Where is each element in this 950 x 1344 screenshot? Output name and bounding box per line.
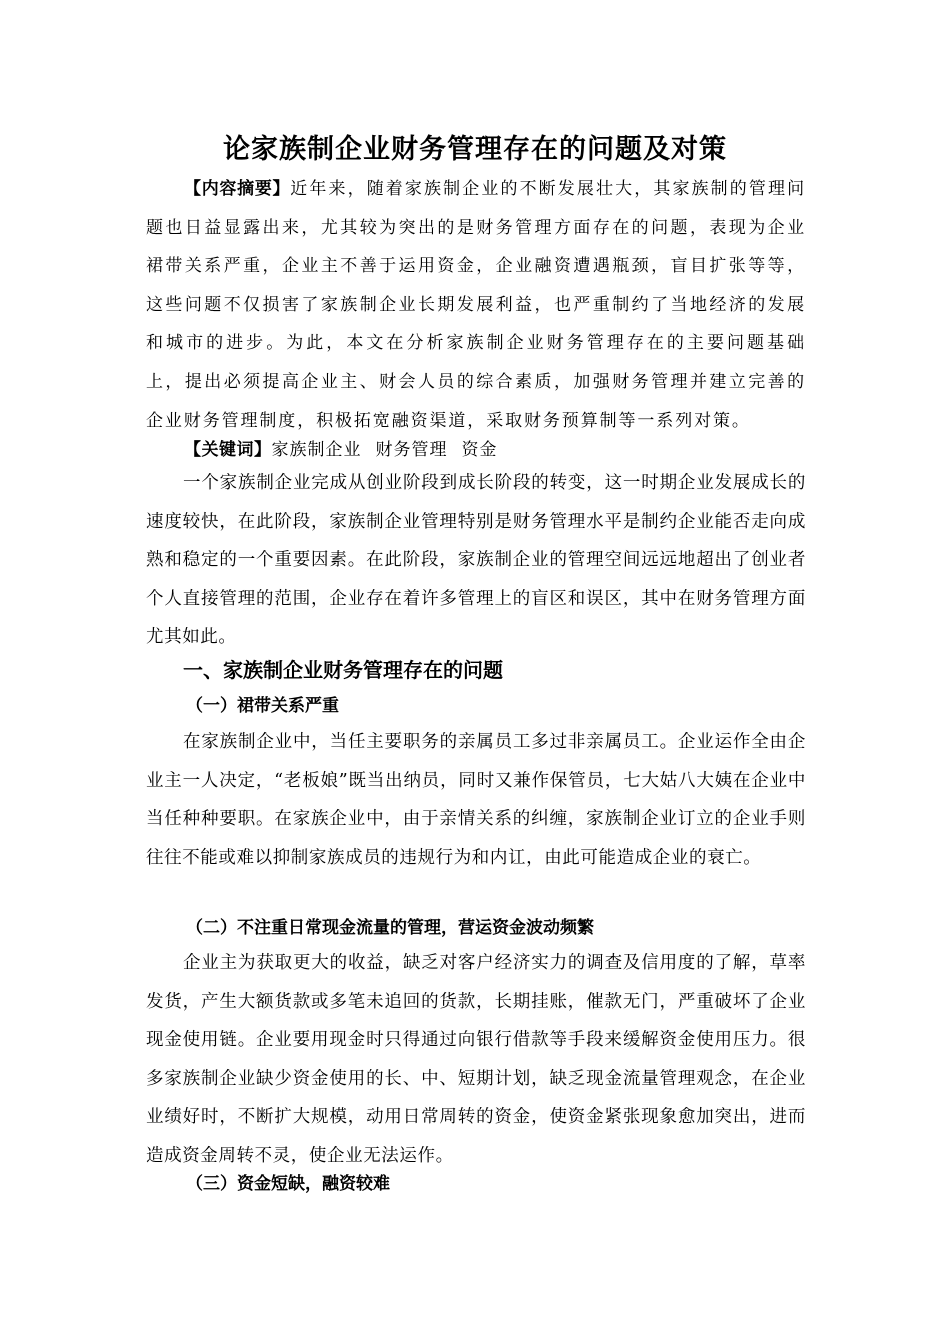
subsection-paragraph: 在家族制企业中，当任主要职务的亲属员工多过非亲属员工。企业运作全由企业主一人决定，“老板娘”既当出纳员，同时又兼作保管员，七大姑八大姨在企业中当任种种要职。在家族企业中，由于亲情关系的纠缠，家族制企业订立的企业手则往往不能或难以抑制家族成员的违规行为和内讧，由此可能造成企业的衰亡。: [146, 732, 806, 868]
keyword-item: 资金: [461, 440, 498, 460]
intro-paragraph: 一个家族制企业完成从创业阶段到成长阶段的转变，这一时期企业发展成长的速度较快，在此阶段，家族制企业管理特别是财务管理水平是制约企业能否走向成熟和稳定的一个重要因素。在此阶段，家族制企业的管理空间远远地超出了创业者个人直接管理的范围，企业存在着许多管理上的盲区和误区，其中在财务管理方面尤其如此。: [146, 473, 806, 648]
keywords-label: 【关键词】: [184, 440, 272, 460]
subsection-paragraph: 企业主为获取更大的收益，缺乏对客户经济实力的调查及信用度的了解，草率发货，产生大额货款或多笔未追回的货款，长期挂账，催款无门，严重破坏了企业现金使用链。企业要用现金时只得通过向银行借款等手段来缓解资金使用压力。很多家族制企业缺少资金使用的长、中、短期计划，缺乏现金流量管理观念，在企业业绩好时，不断扩大规模，动用日常周转的资金，使资金紧张现象愈加突出，进而造成资金周转不灵，使企业无法运作。: [146, 953, 806, 1166]
page-title: 论家族制企业财务管理存在的问题及对策: [223, 134, 727, 165]
section-heading: 一、家族制企业财务管理存在的问题: [183, 658, 503, 682]
subsection-heading: （三）资金短缺，融资较难: [186, 1174, 390, 1194]
abstract-paragraph: [146, 170, 806, 440]
subsection-heading: （一）裙带关系严重: [186, 696, 339, 716]
abstract-label: 【内容摘要】: [184, 179, 291, 199]
keyword-item: 家族制企业: [271, 440, 362, 460]
abstract-text: 近年来，随着家族制企业的不断发展壮大，其家族制的管理问题也日益显露出来，尤其较为突出的是财务管理方面存在的问题，表现为企业裙带关系严重，企业主不善于运用资金，企业融资遭遇瓶颈，盲目扩张等等，这些问题不仅损害了家族制企业长期发展利益，也严重制约了当地经济的发展和城市的进步。为此，本文在分析家族制企业财务管理存在的主要问题基础上，提出必须提高企业主、财会人员的综合素质，加强财务管理并建立完善的企业财务管理制度，积极拓宽融资渠道，采取财务预算制等一系列对策。: [146, 179, 806, 431]
keyword-item: 财务管理: [375, 440, 448, 460]
subsection-heading: （二）不注重日常现金流量的管理，营运资金波动频繁: [186, 918, 594, 938]
